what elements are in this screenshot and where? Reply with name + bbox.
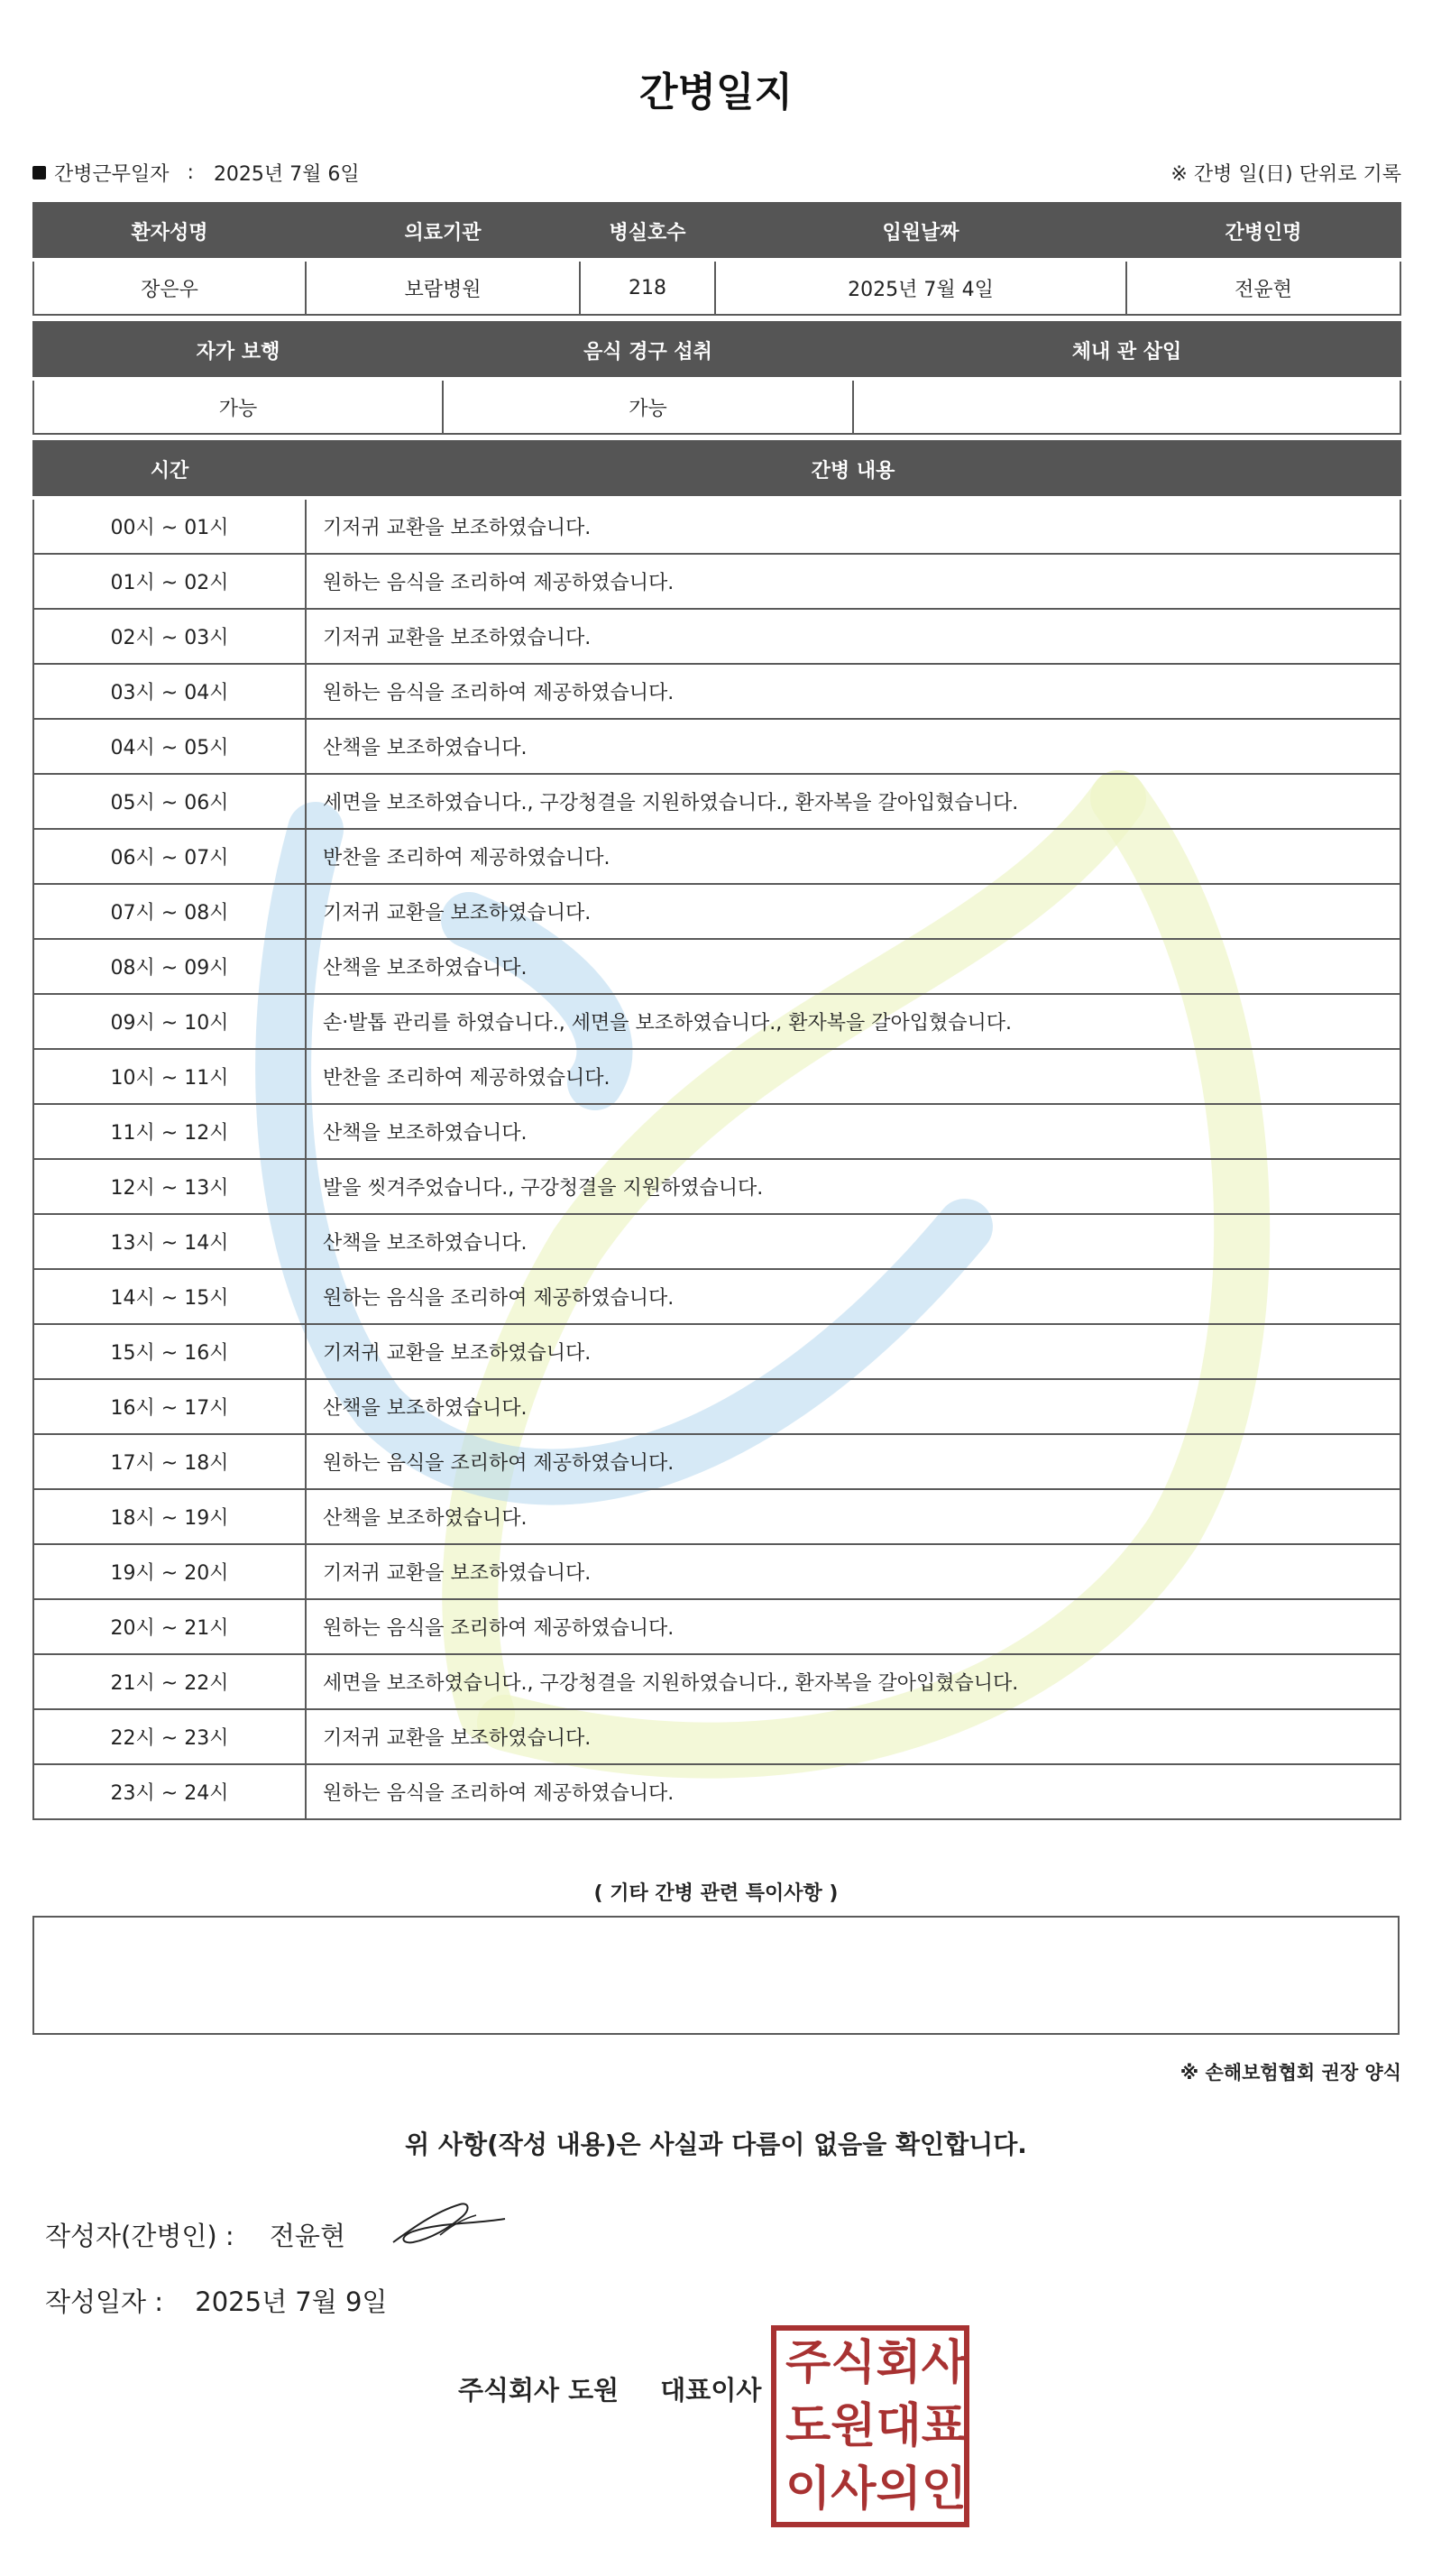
table-row [33,1434,1400,1489]
care-entry: 산책을 보조하였습니다. [306,1214,1400,1269]
seal-char: 사 [831,2462,877,2516]
seal-char: 원 [831,2399,877,2453]
care-entry: 기저귀 교환을 보조하였습니다. [306,609,1400,664]
self-walking-value: 가능 [33,379,443,434]
time-slot: 02시 ~ 03시 [33,609,306,664]
signature-icon [386,2192,512,2255]
confirmation-statement: 위 사항(작성 내용)은 사실과 다름이 없음을 확인합니다. [405,2130,1027,2159]
header-hospital: 의료기관 [306,203,580,260]
care-entry: 세면을 보조하였습니다., 구강청결을 지원하였습니다., 환자복을 갈아입혔습니다. [306,1654,1400,1709]
time-slot: 14시 ~ 15시 [33,1269,306,1324]
care-entry: 반찬을 조리하여 제공하였습니다. [306,829,1400,884]
table-row [33,884,1400,939]
care-entry: 원하는 음식을 조리하여 제공하였습니다. [306,664,1400,719]
form-note: ※ 손해보험협회 권장 양식 [1180,2062,1401,2084]
time-slot: 23시 ~ 24시 [33,1764,306,1819]
tube-insertion-value [853,379,1400,434]
writer-name: 전윤현 [269,2221,345,2251]
time-slot: 00시 ~ 01시 [33,498,306,554]
writer-label: 작성자(간병인) : [45,2221,234,2251]
page-title: 간병일지 [638,69,793,115]
time-slot: 18시 ~ 19시 [33,1489,306,1544]
care-entry: 산책을 보조하였습니다. [306,1104,1400,1159]
time-slot: 16시 ~ 17시 [33,1379,306,1434]
table-row [33,939,1400,994]
seal-char: 식 [831,2336,877,2390]
care-entry: 원하는 음식을 조리하여 제공하였습니다. [306,554,1400,609]
time-slot: 03시 ~ 04시 [33,664,306,719]
header-caregiver-name: 간병인명 [1126,203,1400,260]
time-slot: 20시 ~ 21시 [33,1599,306,1654]
work-date-separator: : [187,161,194,184]
care-entry: 반찬을 조리하여 제공하였습니다. [306,1049,1400,1104]
written-date-value: 2025년 7월 9일 [195,2286,388,2317]
time-slot: 11시 ~ 12시 [33,1104,306,1159]
table-row [33,1764,1400,1819]
work-date-label: 간병근무일자 [54,163,170,186]
seal-char: 사 [921,2336,967,2390]
table-row [33,719,1400,774]
square-bullet-icon [32,166,46,179]
hospital-name: 보람병원 [306,260,580,315]
care-entry: 원하는 음식을 조리하여 제공하였습니다. [306,1434,1400,1489]
care-entry: 원하는 음식을 조리하여 제공하였습니다. [306,1764,1400,1819]
seal-char: 인 [921,2462,967,2516]
seal-char: 도 [785,2399,831,2453]
table-row [33,498,1400,554]
table-row [33,1544,1400,1599]
table-row [33,994,1400,1049]
time-slot: 21시 ~ 22시 [33,1654,306,1709]
seal-row [785,2336,967,2390]
table-row [33,1049,1400,1104]
header-care-content: 간병 내용 [306,441,1400,498]
work-date-value: 2025년 7월 6일 [213,163,360,186]
patient-info-table [32,202,1401,316]
record-note: ※ 간병 일(日) 단위로 기록 [1170,163,1401,186]
care-entry: 산책을 보조하였습니다. [306,1379,1400,1434]
company-name: 주식회사 도원 [458,2375,620,2406]
table-row [33,1324,1400,1379]
time-slot: 08시 ~ 09시 [33,939,306,994]
care-entry: 기저귀 교환을 보조하였습니다. [306,498,1400,554]
time-slot: 13시 ~ 14시 [33,1214,306,1269]
seal-char: 이 [785,2462,831,2516]
remarks-title: ( 기타 간병 관련 특이사항 ) [593,1882,839,1905]
table-row [33,1159,1400,1214]
table-row [33,1599,1400,1654]
table-row [33,554,1400,609]
oral-intake-value: 가능 [443,379,853,434]
time-slot: 10시 ~ 11시 [33,1049,306,1104]
header-room-number: 병실호수 [580,203,715,260]
table-row [33,1214,1400,1269]
company-title: 대표이사 [660,2375,762,2406]
header-time: 시간 [33,441,306,498]
time-slot: 22시 ~ 23시 [33,1709,306,1764]
time-slot: 05시 ~ 06시 [33,774,306,829]
seal-char: 의 [876,2462,922,2516]
care-entry: 산책을 보조하였습니다. [306,719,1400,774]
table-row [33,609,1400,664]
care-entry: 기저귀 교환을 보조하였습니다. [306,1324,1400,1379]
care-entry: 세면을 보조하였습니다., 구강청결을 지원하였습니다., 환자복을 갈아입혔습니다. [306,774,1400,829]
work-date-line [32,159,360,187]
header-tube-insertion: 체내 관 삽입 [853,322,1400,379]
header-admission-date: 입원날짜 [715,203,1126,260]
table-row [33,1709,1400,1764]
time-slot: 15시 ~ 16시 [33,1324,306,1379]
time-slot: 12시 ~ 13시 [33,1159,306,1214]
table-row [33,774,1400,829]
care-entry: 기저귀 교환을 보조하였습니다. [306,1709,1400,1764]
table-row [33,1269,1400,1324]
patient-name: 장은우 [33,260,306,315]
table-row [33,1379,1400,1434]
care-entry: 산책을 보조하였습니다. [306,939,1400,994]
time-slot: 19시 ~ 20시 [33,1544,306,1599]
written-date-line [45,2282,387,2319]
seal-char: 대 [876,2399,922,2453]
care-entry: 산책을 보조하였습니다. [306,1489,1400,1544]
care-entry: 기저귀 교환을 보조하였습니다. [306,1544,1400,1599]
patient-status-table [32,321,1401,435]
company-line [458,2370,761,2407]
care-entry: 원하는 음식을 조리하여 제공하였습니다. [306,1599,1400,1654]
admission-date: 2025년 7월 4일 [715,260,1126,315]
time-slot: 09시 ~ 10시 [33,994,306,1049]
time-slot: 07시 ~ 08시 [33,884,306,939]
header-self-walking: 자가 보행 [33,322,443,379]
table-row [33,1654,1400,1709]
time-slot: 17시 ~ 18시 [33,1434,306,1489]
care-entry: 손‧발톱 관리를 하였습니다., 세면을 보조하였습니다., 환자복을 갈아입혔습니다. [306,994,1400,1049]
remarks-box [32,1916,1400,2035]
seal-row [785,2399,967,2453]
time-slot: 04시 ~ 05시 [33,719,306,774]
time-slot: 06시 ~ 07시 [33,829,306,884]
table-row [33,1489,1400,1544]
care-entry: 기저귀 교환을 보조하였습니다. [306,884,1400,939]
seal-char: 회 [876,2336,922,2390]
seal-char: 주 [785,2336,831,2390]
company-seal-stamp [771,2325,969,2527]
seal-char: 표 [921,2399,967,2453]
care-entry: 원하는 음식을 조리하여 제공하였습니다. [306,1269,1400,1324]
caregiver-name: 전윤현 [1126,260,1400,315]
header-oral-intake: 음식 경구 섭취 [443,322,853,379]
written-date-label: 작성일자 : [45,2286,164,2317]
room-number: 218 [580,260,715,315]
time-slot: 01시 ~ 02시 [33,554,306,609]
header-patient-name: 환자성명 [33,203,306,260]
table-row [33,1104,1400,1159]
table-row [33,664,1400,719]
table-row [33,829,1400,884]
writer-line [45,2216,345,2253]
care-entry: 발을 씻겨주었습니다., 구강청결을 지원하였습니다. [306,1159,1400,1214]
care-log-table [32,440,1401,1820]
seal-row [785,2462,967,2516]
